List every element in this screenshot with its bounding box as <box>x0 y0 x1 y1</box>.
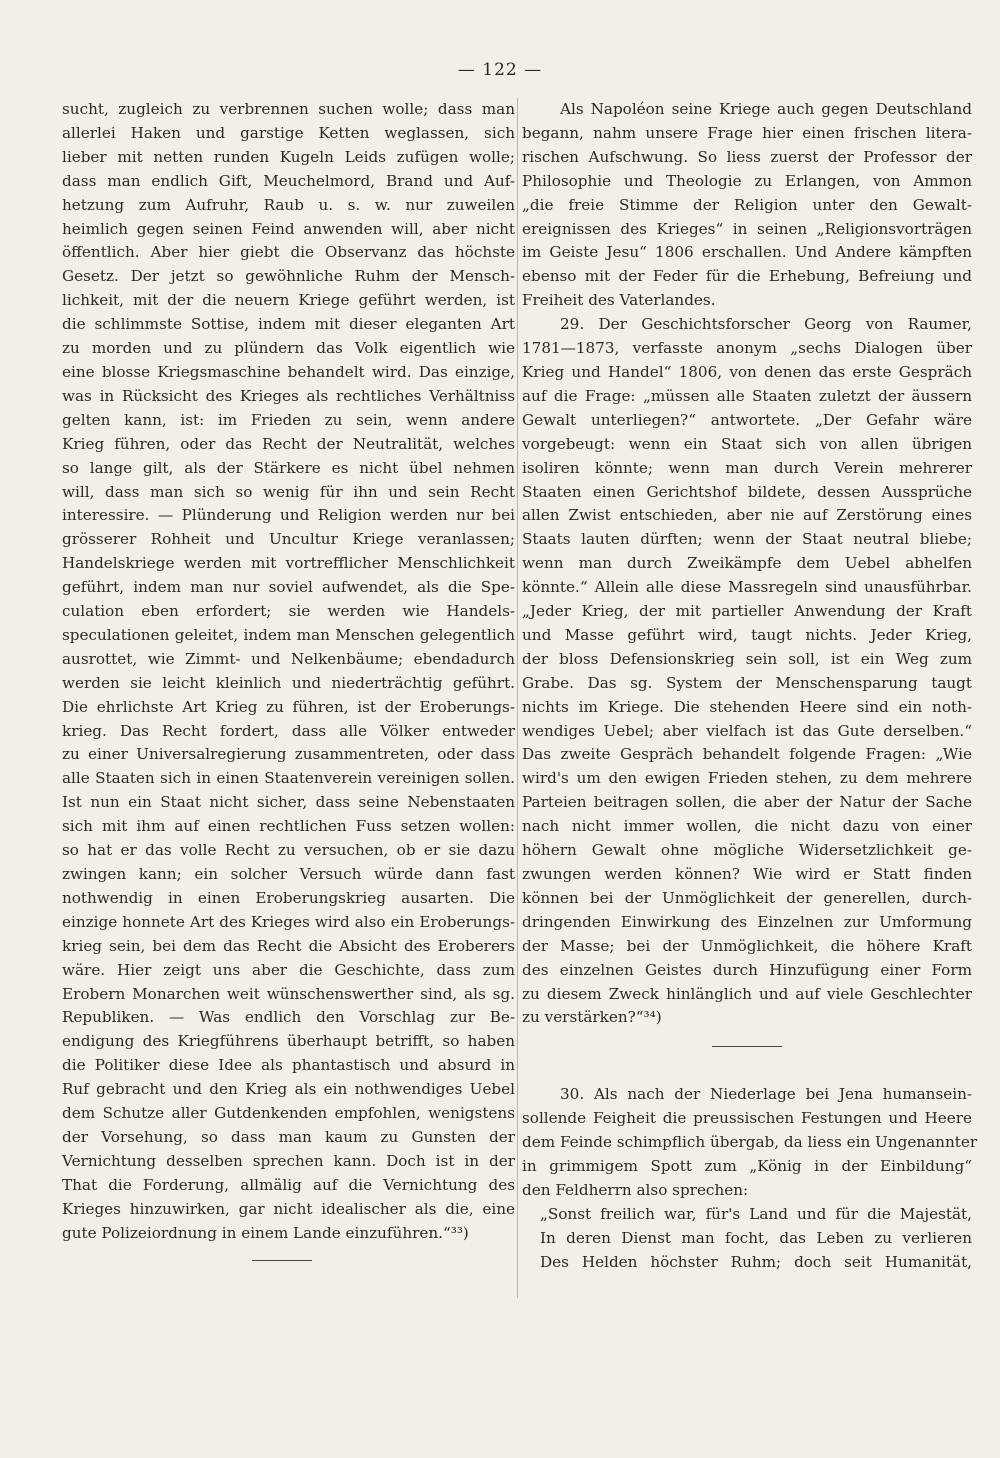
verse-line: In deren Dienst man focht, das Leben zu verlieren <box>540 1228 972 1247</box>
body-text-line: 30. Als nach der Niederlage bei Jena humansein- <box>560 1085 972 1104</box>
body-text-line: wäre. Hier zeigt uns aber die Geschichte, dass zum <box>62 960 515 979</box>
body-text-line: Republiken. — Was endlich den Vorschlag zur Be- <box>62 1008 515 1027</box>
body-text-line: zu diesem Zweck hinlänglich und auf viele Geschlechter <box>522 984 972 1003</box>
body-text-line: begann, nahm unsere Frage hier einen frischen litera- <box>522 123 972 142</box>
paragraph-30-jena <box>522 1083 978 1203</box>
body-text-line: ebenso mit der Feder für die Erhebung, Befreiung und <box>522 267 972 286</box>
body-text-line: Ruf gebracht und den Krieg als ein nothwendiges Uebel <box>62 1080 515 1099</box>
body-text-line: könnte.“ Allein alle diese Massregeln sind unausführbar. <box>522 578 972 597</box>
body-text-line: öffentlich. Aber hier giebt die Observanz das höchste <box>62 243 515 262</box>
body-text-line: interessire. — Plünderung und Religion werden nur bei <box>62 506 515 525</box>
body-text-line: Ist nun ein Staat nicht sicher, dass seine Nebenstaaten <box>62 793 515 812</box>
body-text-line: lichkeit, mit der die neuern Kriege geführt werden, ist <box>62 291 515 310</box>
body-text-line: wird's um den ewigen Frieden stehen, zu dem mehrere <box>522 769 972 788</box>
body-text-line: grösserer Rohheit und Uncultur Kriege veranlassen; <box>62 530 515 549</box>
paragraph-29-raumer <box>522 313 972 1030</box>
verse-line: Des Helden höchster Ruhm; doch seit Humanität, <box>540 1252 972 1271</box>
body-text-line: lieber mit netten runden Kugeln Leids zufügen wolle; <box>62 147 515 166</box>
body-text-line: sollende Feigheit die preussischen Festungen und Heere <box>522 1109 972 1128</box>
body-text-line: Gesetz. Der jetzt so gewöhnliche Ruhm der Mensch- <box>62 267 515 286</box>
verse-quote <box>522 1203 972 1275</box>
body-text-line: Krieg führen, oder das Recht der Neutralität, welches <box>62 434 515 453</box>
body-text-line: den Feldherrn also sprechen: <box>522 1180 749 1199</box>
body-text-line: der bloss Defensionskrieg sein soll, ist ein Weg zum <box>522 649 972 668</box>
verse-line: „Sonst freilich war, für's Land und für die Majestät, <box>540 1204 972 1223</box>
body-text-line: so lange gilt, als der Stärkere es nicht übel nehmen <box>62 458 515 477</box>
body-text-line: im Geiste Jesu“ 1806 erschallen. Und Andere kämpften <box>522 243 972 262</box>
body-text-line: Gewalt unterliegen?“ antwortete. „Der Gefahr wäre <box>522 410 972 429</box>
body-text-line: dem Schutze aller Gutdenkenden empfohlen, wenigstens <box>62 1104 515 1123</box>
body-text-line: einzige honnete Art des Krieges wird also ein Eroberungs- <box>62 912 515 931</box>
body-text-line: Krieges hinzuwirken, gar nicht idealischer als die, eine <box>62 1199 515 1218</box>
body-text-line: der Masse; bei der Unmöglichkeit, die höhere Kraft <box>522 936 972 955</box>
body-text-line: 1781—1873, verfasste anonym „sechs Dialogen über <box>522 339 972 358</box>
body-text-line: zu morden und zu plündern das Volk eigentlich wie <box>62 339 515 358</box>
body-text-line: zu einer Universalregierung zusammentreten, oder dass <box>62 745 515 764</box>
body-text-line: will, dass man sich so wenig für ihn und sein Recht <box>62 482 515 501</box>
body-text-line: geführt, indem man nur soviel aufwendet, als die Spe- <box>62 578 515 597</box>
page-number: — 122 — <box>457 60 543 80</box>
body-text-line: dem Feinde schimpflich übergab, da liess ein Ungenannter <box>522 1133 978 1152</box>
body-text-line: gelten kann, ist: im Frieden zu sein, wenn andere <box>62 410 515 429</box>
body-text-line: gute Polizeiordnung in einem Lande einzuführen.“³³) <box>62 1223 469 1242</box>
body-text-line: ereignissen des Krieges“ in seinen „Religionsvorträgen <box>522 219 972 238</box>
body-text-line: krieg. Das Recht fordert, dass alle Völker entweder <box>62 721 515 740</box>
body-text-line: zwingen kann; ein solcher Versuch würde dann fast <box>62 865 515 883</box>
body-text-line: „Jeder Krieg, der mit partieller Anwendung der Kraft <box>522 602 972 621</box>
body-text-line: der Vorsehung, so dass man kaum zu Gunsten der <box>62 1127 515 1146</box>
section-gap <box>522 1047 972 1083</box>
body-text-line: isoliren könnte; wenn man durch Verein mehrerer <box>522 458 972 477</box>
body-text-line: wenn man durch Zweikämpfe dem Uebel abhelfen <box>522 554 972 573</box>
body-text-line: sucht, zugleich zu verbrennen suchen wolle; dass man <box>62 100 515 118</box>
body-text-line: Als Napoléon seine Kriege auch gegen Deutschland <box>560 100 972 118</box>
body-text-line: hetzung zum Aufruhr, Raub u. s. w. nur zuweilen <box>62 195 515 214</box>
body-text-line: des einzelnen Geistes durch Hinzufügung einer Form <box>522 960 972 979</box>
body-text-line: die schlimmste Sottise, indem mit dieser eleganten Art <box>62 315 515 334</box>
body-text-line: krieg sein, bei dem das Recht die Absicht des Eroberers <box>62 936 515 955</box>
body-text-line: eine blosse Kriegsmaschine behandelt wird. Das einzige, <box>62 362 515 381</box>
body-text-line: That die Forderung, allmälig auf die Vernichtung des <box>62 1175 515 1194</box>
body-text-line: Erobern Monarchen weit wünschenswerther sind, als sg. <box>62 984 515 1003</box>
body-text-line: vorgebeugt: wenn ein Staat sich von allen übrigen <box>522 434 972 453</box>
body-text-line: und Masse geführt wird, taugt nichts. Jeder Krieg, <box>522 625 972 644</box>
body-text-line: Staaten einen Gerichtshof bildete, dessen Aussprüche <box>522 482 972 501</box>
body-text-line: Das zweite Gespräch behandelt folgende Fragen: „Wie <box>522 745 972 764</box>
body-text-line: nichts im Kriege. Die stehenden Heere sind ein noth- <box>522 697 972 716</box>
right-column <box>522 98 978 1275</box>
body-text-line: zwungen werden können? Wie wird er Statt finden <box>522 865 972 883</box>
body-text-line: was in Rücksicht des Krieges als rechtliches Verhältniss <box>62 386 515 405</box>
body-text-line: dass man endlich Gift, Meuchelmord, Brand und Auf- <box>62 171 515 190</box>
body-text-line: alle Staaten sich in einen Staatenverein vereinigen sollen. <box>62 769 515 788</box>
body-text-line: können bei der Unmöglichkeit der generellen, durch- <box>522 888 972 907</box>
body-text-line: in grimmigem Spott zum „König in der Einbildung“ <box>522 1157 972 1176</box>
body-text-line: höhern Gewalt ohne mögliche Widersetzlichkeit ge- <box>522 841 972 860</box>
body-text-line: sich mit ihm auf einen rechtlichen Fuss setzen wollen: <box>62 817 515 836</box>
body-text-line: ausrottet, wie Zimmt- und Nelkenbäume; ebendadurch <box>62 649 515 668</box>
body-text-line: Grabe. Das sg. System der Menschensparung taugt <box>522 673 972 692</box>
body-text-line: Parteien beitragen sollen, die aber der Natur der Sache <box>522 793 972 812</box>
body-text-line: zu verstärken?“³⁴) <box>522 1008 662 1027</box>
body-text-line: heimlich gegen seinen Feind anwenden will, aber nicht <box>62 219 515 238</box>
body-text-line: nothwendig in einen Eroberungskrieg ausarten. Die <box>62 888 515 907</box>
body-text-line: wendiges Uebel; aber vielfach ist das Gute derselben.“ <box>522 721 972 740</box>
body-text-line: Handelskriege werden mit vortrefflicher Menschlichkeit <box>62 554 515 573</box>
body-text-line: Staats lauten dürften; wenn der Staat neutral bliebe; <box>522 530 972 549</box>
body-text-line: Vernichtung desselben sprechen kann. Doch ist in der <box>62 1151 515 1170</box>
body-text-line: werden sie leicht kleinlich und niederträchtig geführt. <box>62 673 515 692</box>
body-text-line: Die ehrlichste Art Krieg zu führen, ist der Eroberungs- <box>62 697 515 716</box>
body-text-line: speculationen geleitet, indem man Menschen gelegentlich <box>62 625 515 644</box>
body-text-line: Freiheit des Vaterlandes. <box>522 291 716 310</box>
footnote-separator-rule <box>252 1260 312 1261</box>
body-text-line: allerlei Haken und garstige Ketten weglassen, sich <box>62 123 515 142</box>
left-column <box>62 98 515 1261</box>
body-text-line: so hat er das volle Recht zu versuchen, ob er sie dazu <box>62 841 515 860</box>
body-text-line: Philosophie und Theologie zu Erlangen, von Ammon <box>522 171 972 190</box>
body-text-line: allen Zwist entschieden, aber nie auf Zerstörung eines <box>522 506 972 525</box>
paragraph-napoleon <box>522 98 972 313</box>
body-text-line: 29. Der Geschichtsforscher Georg von Raumer, <box>560 315 972 334</box>
body-text-line: nach nicht immer wollen, die nicht dazu von einer <box>522 817 972 836</box>
column-divider <box>517 98 518 1298</box>
body-text-line: culation eben erfordert; sie werden wie Handels- <box>62 602 515 621</box>
body-text-line: dringenden Einwirkung des Einzelnen zur Umformung <box>522 912 972 931</box>
body-text-line: endigung des Kriegführens überhaupt betrifft, so haben <box>62 1032 515 1051</box>
body-text-line: Krieg und Handel“ 1806, von denen das erste Gespräch <box>522 362 972 381</box>
body-text-line: rischen Aufschwung. So liess zuerst der Professor der <box>522 147 972 166</box>
body-text-line: die Politiker diese Idee als phantastisch und absurd in <box>62 1056 515 1075</box>
body-text-line: auf die Frage: „müssen alle Staaten zuletzt der äussern <box>522 386 972 405</box>
body-text-line: „die freie Stimme der Religion unter den Gewalt- <box>522 195 972 214</box>
